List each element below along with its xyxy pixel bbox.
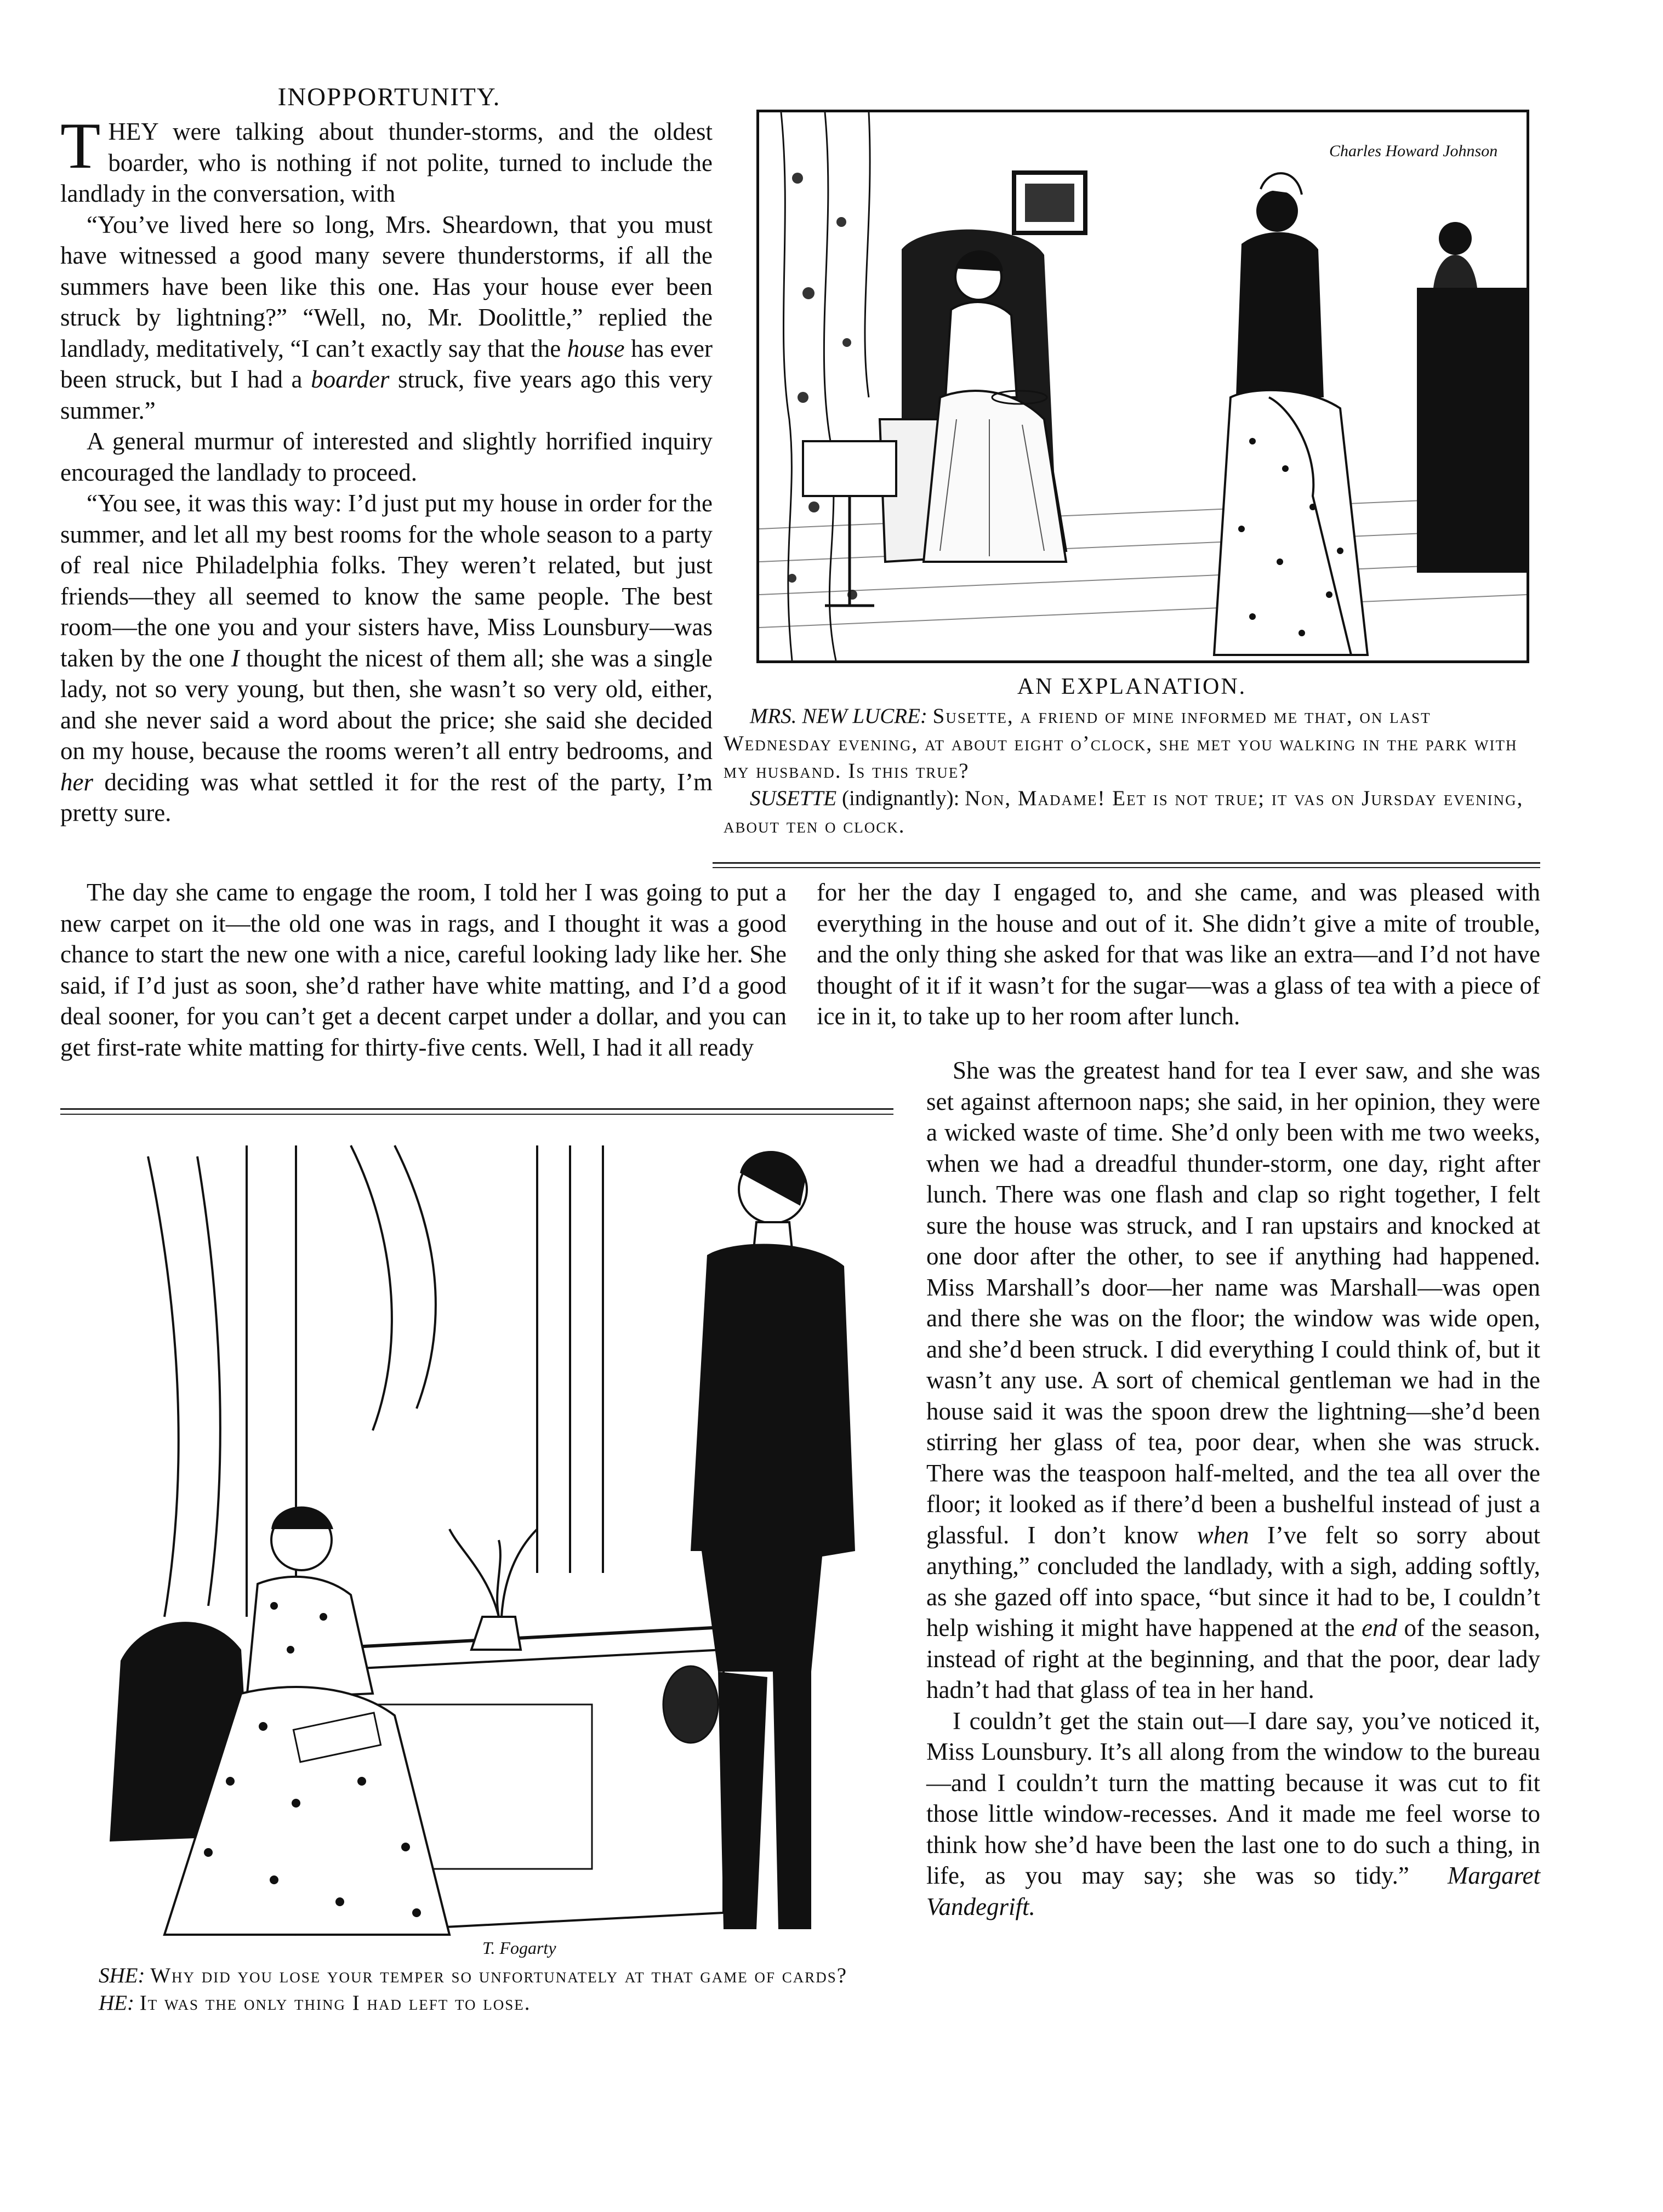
double-rule-upper-a (713, 862, 1540, 864)
speaker-mrs-new-lucre: MRS. NEW LUCRE: (750, 704, 927, 728)
explanation-line-1 (724, 703, 1540, 785)
emphasis-end: end (1362, 1614, 1398, 1641)
speaker-he: HE: (99, 1991, 134, 2015)
p7-part-c: of the season, instead of right at the beginning, and that the poor, dear lady hadn’t had that glass of tea in her hand. (926, 1614, 1540, 1703)
story-title: INOPPORTUNITY. (277, 83, 501, 111)
emphasis-i: I (231, 644, 240, 672)
p7-part-b: I’ve felt so sorry about anything,” concluded the landlady, with a sigh, adding softly, as she gazed off into space, “but since it had to be, I couldn’t help wishing it might have happened at the (926, 1521, 1540, 1641)
explanation-drawing (759, 112, 1527, 660)
story-right-column (926, 1055, 1540, 1922)
explanation-illustration (756, 110, 1529, 663)
temper-line-1 (71, 1962, 893, 1989)
temper-illustration (66, 1124, 899, 1968)
p4-part-c: deciding was what settled it for the rest of the party, I’m pretty sure. (60, 768, 713, 826)
explanation-line-2-text: Non, Madame! Eet is not true; it vas on Jursday evening, about ten o clock. (724, 786, 1524, 837)
p2-part-a: “You’ve lived here so long, Mrs. Sheardown, that you must have witnessed a good many severe thunderstorms, if all the summers have been like this one. Has your house ever been struck by lightning?” “Well, no, Mr. Doolittle,” replied the landlady, meditatively, “I can’t exactly say that the (60, 210, 713, 362)
emphasis-when: when (1197, 1521, 1249, 1549)
temper-line-1-text: Why did you lose your temper so unfortunately at that game of cards? (150, 1964, 848, 1987)
paragraph-1-text: HEY were talking about thunder-storms, and the oldest boarder, who is nothing if not polite, turned to include the landlady in the conversation, with (60, 118, 713, 207)
p4-part-b: thought the nicest of them all; she was a single lady, not so very young, but then, she wasn’t so very old, either, and she never said a word about the price; she said she decided on my house, because the rooms weren’t all entry bedrooms, and (60, 644, 713, 765)
p2-part-c: struck, five years ago this very summer.” (60, 366, 713, 424)
emphasis-boarder: boarder (311, 366, 390, 393)
paragraph-1 (60, 109, 713, 209)
paragraph-6: for her the day I engaged to, and she came, and was pleased with everything in the house and out of it. She didn’t give a mite of trouble, and the only thing she asked for that was like an extra—and I’d not have thought of it if it wasn’t for the sugar—was a glass of tea with a piece of ice in it, to take up to her room after lunch. (817, 879, 1540, 1030)
story-wide-para (60, 877, 787, 1063)
temper-line-2 (71, 1989, 893, 2017)
p7-part-a: She was the greatest hand for tea I ever saw, and she was set against afternoon naps; she said, in her opinion, they were a wicked waste of time. She’d only been with me two weeks, when we had a dreadful thunder-storm, one day, right after lunch. There was one flash and clap so right together, I felt sure the house was struck, and I ran upstairs and knocked at one door after the other, to see if anything had happened. Miss Marshall’s door—her name was Marshall—was open and there she was on the floor; the window was wide open, and she’d been struck. I did everything I could think of, but it wasn’t any use. A sort of chemical gentleman we had in the house said it was the spoon drew the lightning—she’d been stirring her glass of tea, poor dear, when she was struck. There was the teaspoon half-melted, and the tea all over the floor; it looked as if there’d been a bushelful instead of just a glassful. I don’t know (926, 1057, 1540, 1549)
temper-drawing (66, 1124, 899, 1968)
p4-part-a: “You see, it was this way: I’d just put my house in order for the summer, and let all my best rooms for the whole season to a party of real nice Philadelphia folks. They weren’t related, but just friends—they all seemed to know the same people. The best room—the one you and your sisters have, Miss Lounsbury—was taken by the one (60, 489, 713, 672)
temper-caption (71, 1962, 893, 2017)
explanation-caption (724, 673, 1540, 840)
double-rule-lower-a (60, 1108, 893, 1110)
paragraph-7 (926, 1055, 1540, 1706)
explanation-artist-signature: Charles Howard Johnson (1329, 142, 1498, 160)
p2-part-b: has ever been struck, but I had a (60, 334, 713, 393)
double-rule-upper-b (713, 867, 1540, 868)
speaker-susette: SUSETTE (750, 786, 837, 810)
speaker-she: SHE: (99, 1964, 145, 1987)
paragraph-8 (926, 1706, 1540, 1923)
temper-line-2-text: It was the only thing I had left to lose. (139, 1991, 531, 2015)
explanation-line-2 (724, 785, 1540, 840)
emphasis-her: her (60, 768, 93, 796)
p8-text: I couldn’t get the stain out—I dare say, you’ve noticed it, Miss Lounsbury. It’s all along from the window to the bureau—and I couldn’t turn the matting because it was cut to fit those little window-recesses. And it made me feel worse to think how she’d have been the last one to do such a thing, in life, as you may say; she was so tidy.” (926, 1707, 1540, 1889)
author-signature: Margaret Vandegrift. (926, 1862, 1540, 1920)
temper-artist-signature: T. Fogarty (482, 1938, 556, 1958)
story-right-continuation (817, 877, 1540, 1032)
story-left-column (60, 109, 713, 829)
paragraph-4 (60, 488, 713, 829)
drop-cap: T (60, 109, 101, 182)
explanation-title: AN EXPLANATION. (1017, 674, 1247, 699)
paragraph-3: A general murmur of interested and slightly horrified inquiry encouraged the landlady to proceed. (60, 427, 713, 486)
paragraph-2 (60, 209, 713, 426)
double-rule-lower-b (60, 1114, 893, 1115)
explanation-line-1-text: Susette, a friend of mine informed me that, on last Wednesday evening, at about eight o’clock, she met you walking in the park with my husband. Is this true? (724, 704, 1518, 783)
stage-direction: (indignantly): (841, 786, 960, 810)
emphasis-house: house (567, 334, 625, 362)
paragraph-5: The day she came to engage the room, I told her I was going to put a new carpet on it—the old one was in rags, and I thought it was a good chance to start the new one with a nice, careful looking lady like her. She said, if I’d just as soon, she’d rather have white matting, and I’d a good deal sooner, for you can’t get a decent carpet under a dollar, and you can get first-rate white matting for thirty-five cents. Well, I had it all ready (60, 879, 787, 1061)
